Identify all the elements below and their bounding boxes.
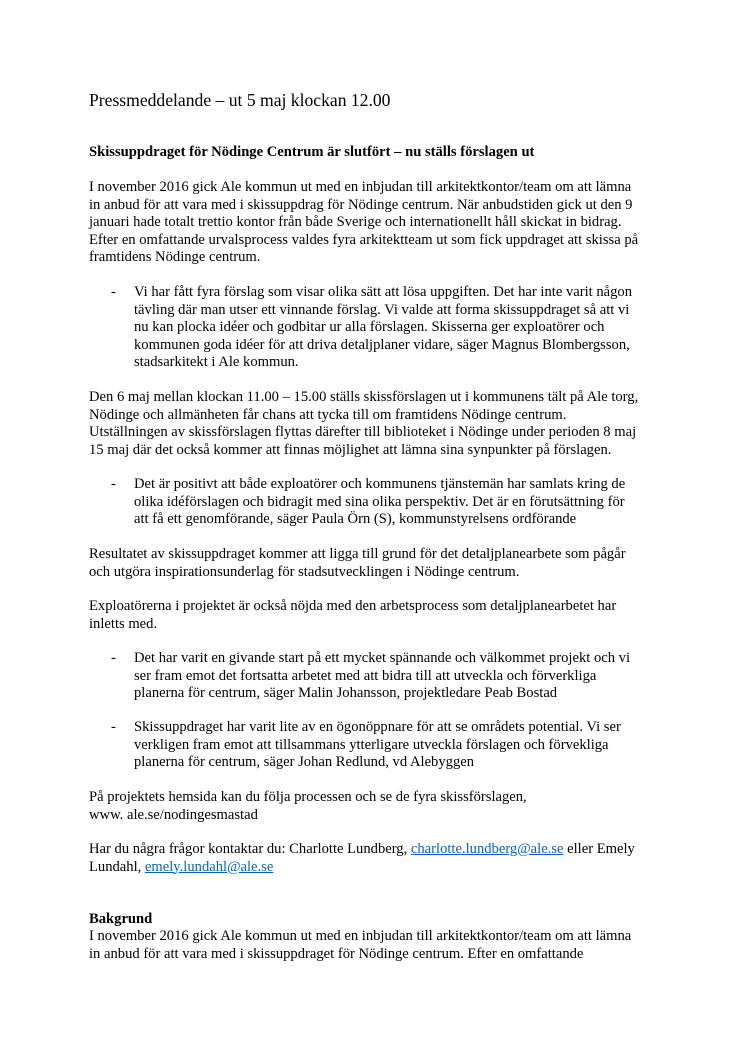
text-line: in anbud för att vara med i skissuppdrag för Nödinge centrum. När anbudstiden gick ut den 9	[89, 196, 633, 213]
text-line: planerna för centrum, säger Malin Johansson, projektledare Peab Bostad	[134, 685, 558, 702]
paragraph-exhibition	[89, 389, 664, 459]
text-line: På projektets hemsida kan du följa processen och se de fyra skissförslagen,	[89, 789, 527, 805]
text-line: ser fram emot det fortsatta arbetet med att bidra till att utveckla och förverkliga	[134, 667, 597, 684]
bullet-dash: -	[111, 284, 116, 300]
text-line: att få ett genomförande, säger Paula Örn (S), kommunstyrelsens ordförande	[134, 511, 577, 528]
email-link-charlotte[interactable]: charlotte.lundberg@ale.se	[410, 841, 564, 857]
background-heading: Bakgrund	[89, 911, 153, 927]
paragraph-intro	[89, 179, 664, 267]
text-line: I november 2016 gick Ale kommun ut med en inbjudan till arkitektkontor/team om att lämna	[89, 928, 632, 944]
contact-line	[89, 859, 664, 877]
email-link-emely[interactable]: emely.lundahl@ale.se	[144, 858, 274, 875]
text-line: januari hade totalt trettio kontor från både Sverige och internationellt håll skickat in bidrag.	[89, 214, 622, 231]
text-line: in anbud för att vara med i skissuppdraget för Nödinge centrum. Efter en omfattande	[89, 945, 584, 962]
text-line: Efter en omfattande urvalsprocess valdes fyra arkitektteam ut som fick uppdraget att skissa på	[89, 231, 639, 248]
text-line: olika idéförslagen och bidragit med sina olika perspektiv. Det är en förutsättning för	[134, 493, 625, 510]
bullet-dash: -	[111, 719, 116, 735]
contact-prefix: Har du några frågor kontaktar du: Charlotte Lundberg,	[89, 841, 411, 857]
text-line: Skissuppdraget har varit lite av en ögonöppnare för att se områdets potential. Vi ser	[134, 719, 621, 735]
paragraph-exploaters	[89, 598, 664, 633]
text-line: Det har varit en givande start på ett mycket spännande och välkommet projekt och vi	[134, 650, 631, 666]
text-line: 15 maj där det också kommer att finnas möjlighet att lämna sina synpunkter på förslagen.	[89, 441, 612, 458]
text-line: www. ale.se/nodingesmastad	[89, 806, 258, 823]
bullet-dash: -	[111, 476, 116, 492]
text-line: planerna för centrum, säger Johan Redlund, vd Alebyggen	[134, 754, 475, 771]
text-line: verkligen fram emot att tillsammans ytterligare utveckla förslagen och förvekliga	[134, 736, 609, 753]
contact-line	[89, 841, 664, 859]
text-line: nu kan plocka idéer och godbitar ur alla förslagen. Skisserna ger exploatörer och	[134, 319, 605, 336]
paragraph-result	[89, 546, 664, 581]
paragraph-contact	[89, 841, 664, 876]
text-line: I november 2016 gick Ale kommun ut med en inbjudan till arkitektkontor/team om att lämna	[89, 179, 632, 195]
text-line: och utgöra inspirationsunderlag för stadsutvecklingen i Nödinge centrum.	[89, 563, 520, 580]
text-line: Utställningen av skissförslagen flyttas därefter till biblioteket i Nödinge under perioden 8 maj	[89, 424, 637, 441]
text-line: framtidens Nödinge centrum.	[89, 249, 261, 266]
text-line: kommunen goda idéer för att driva detaljplaner vidare, säger Magnus Blombergsson,	[134, 336, 630, 353]
text-line: Vi har fått fyra förslag som visar olika sätt att lösa uppgiften. Det har inte varit någon	[134, 284, 633, 300]
paragraph-background	[89, 928, 664, 963]
paragraph-website	[89, 789, 664, 824]
contact-middle: eller Emely	[563, 841, 635, 857]
text-line: inletts med.	[89, 615, 158, 632]
contact-line2-prefix: Lundahl,	[89, 858, 145, 875]
headline: Skissuppdraget för Nödinge Centrum är slutfört – nu ställs förslagen ut	[89, 144, 535, 160]
text-line: Exploatörerna i projektet är också nöjda med den arbetsprocess som detaljplanearbetet har	[89, 598, 617, 614]
text-line: Det är positivt att både exploatörer och kommunens tjänstemän har samlats kring de	[134, 476, 626, 492]
page-header: Pressmeddelande – ut 5 maj klockan 12.00	[89, 90, 391, 110]
text-line: tävling där man utser ett vinnande förslag. Vi valde att forma skissuppdraget så att vi	[134, 301, 630, 318]
text-line: stadsarkitekt i Ale kommun.	[134, 354, 299, 371]
bullet-dash: -	[111, 650, 116, 666]
text-line: Den 6 maj mellan klockan 11.00 – 15.00 ställs skissförslagen ut i kommunens tält på Ale torg,	[89, 389, 639, 405]
text-line: Resultatet av skissuppdraget kommer att ligga till grund för det detaljplanearbete som pågår	[89, 546, 626, 562]
text-line: Nödinge och allmänheten får chans att tycka till om framtidens Nödinge centrum.	[89, 406, 567, 423]
